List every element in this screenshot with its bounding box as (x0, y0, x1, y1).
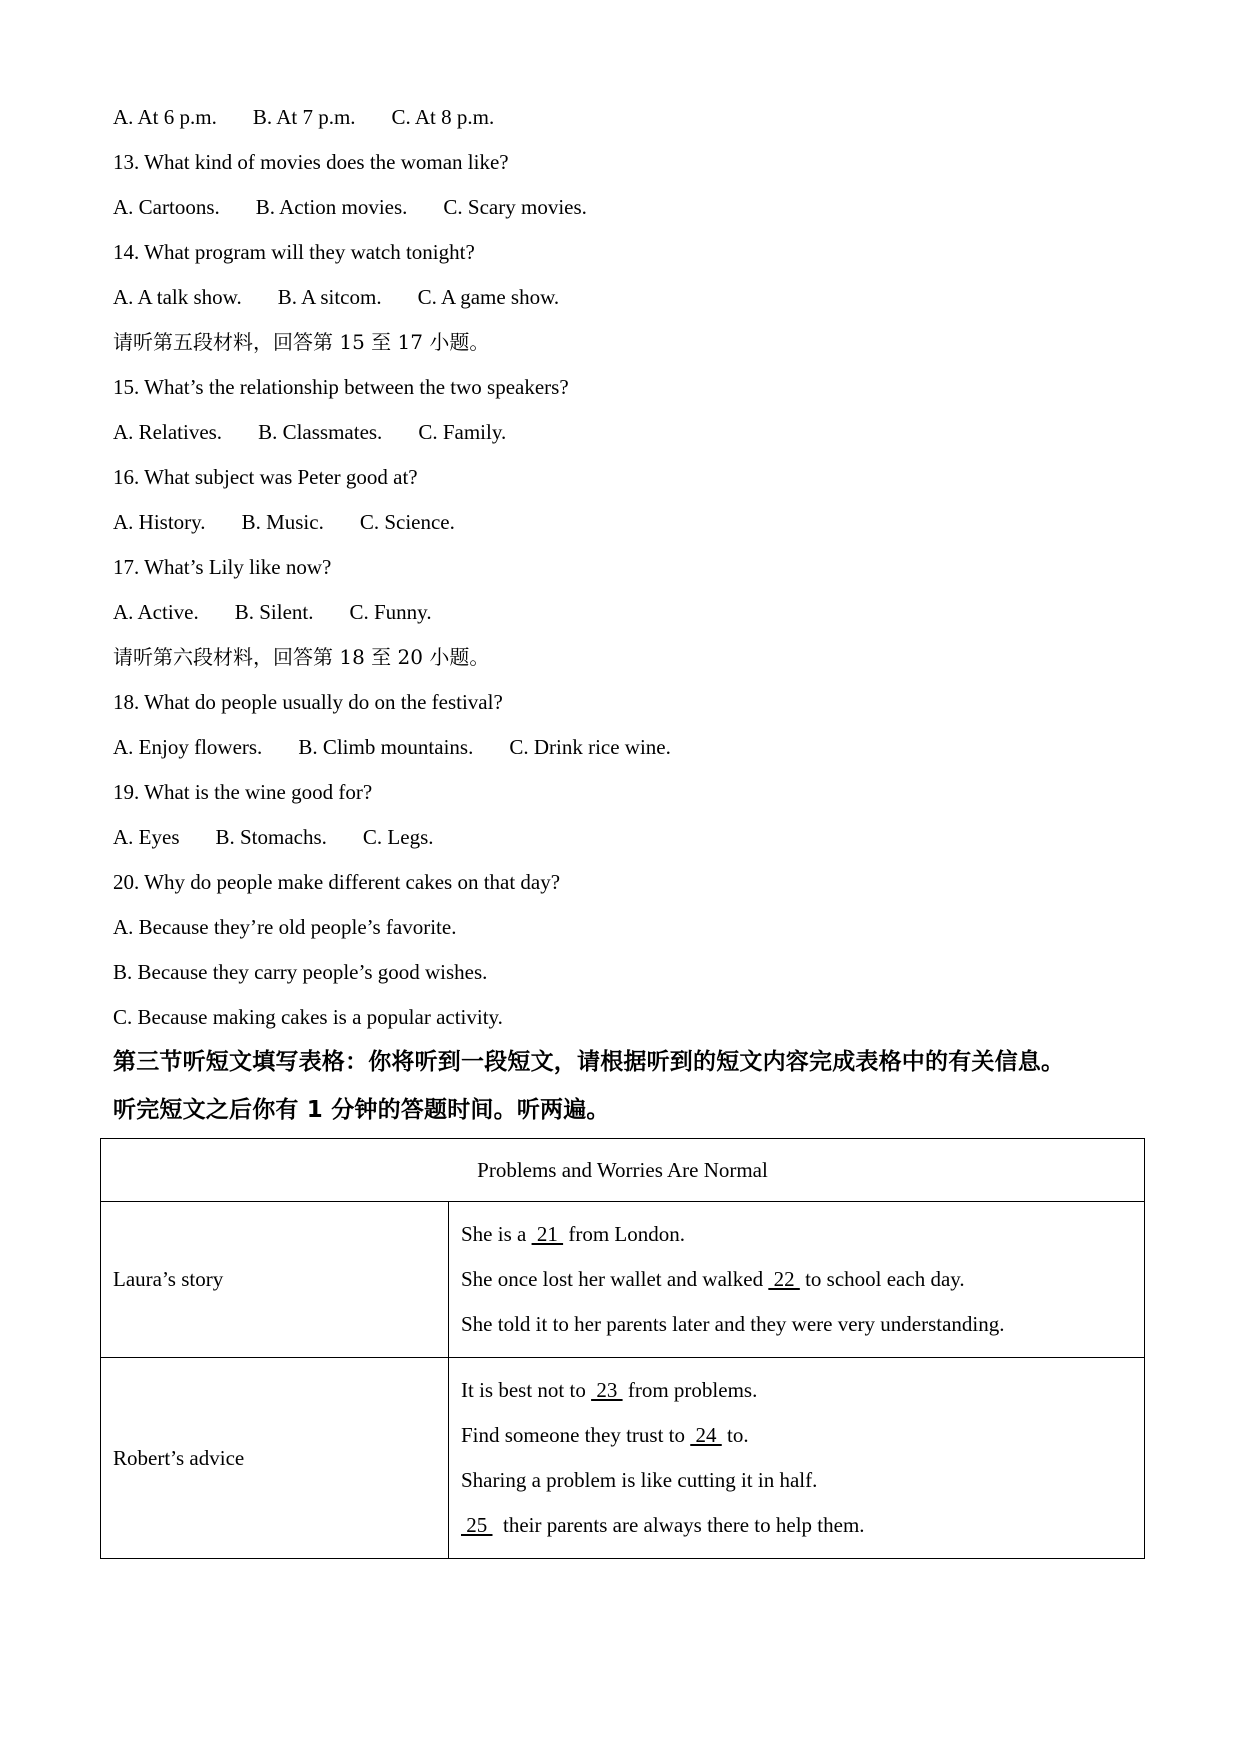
table-cell-line (461, 1257, 1132, 1302)
answer-option: A. History. (113, 510, 206, 534)
answer-option: A. At 6 p.m. (113, 105, 217, 129)
table-cell-line (461, 1368, 1132, 1413)
question-line: 19. What is the wine good for? (113, 780, 373, 804)
cell-text: Find someone they trust to (461, 1423, 691, 1447)
cell-text: their parents are always there to help them. (492, 1513, 865, 1537)
row-content-laura (449, 1202, 1145, 1358)
answer-blank: 22 (768, 1267, 800, 1291)
table-row-robert (101, 1358, 1145, 1559)
answer-option: C. At 8 p.m. (391, 105, 495, 129)
table-cell-line (461, 1458, 1132, 1503)
cell-text: to. (721, 1423, 749, 1447)
option-line (113, 725, 1133, 770)
question-line: C. Because making cakes is a popular activity. (113, 1005, 503, 1029)
cell-text: She told it to her parents later and they were very understanding. (461, 1312, 1005, 1336)
answer-option: A. Eyes (113, 825, 180, 849)
table-cell-line (461, 1302, 1132, 1347)
answer-option: B. Silent. (234, 600, 314, 624)
answer-option: C. Scary movies. (443, 195, 587, 219)
option-line (113, 500, 1133, 545)
cell-text: to school each day. (799, 1267, 965, 1291)
section-instruction: 请听第五段材料，回答第 15 至 17 小题。 (113, 330, 490, 354)
fill-in-table (100, 1138, 1145, 1559)
answer-option: A. Active. (113, 600, 199, 624)
cell-text: from London. (563, 1222, 685, 1246)
answer-blank: 25 (461, 1513, 493, 1537)
section3-heading (113, 1038, 1193, 1134)
answer-option: B. Climb mountains. (298, 735, 474, 759)
answer-option: C. Science. (359, 510, 455, 534)
answer-option: B. Classmates. (258, 420, 383, 444)
option-line (113, 815, 1133, 860)
answer-option: B. At 7 p.m. (252, 105, 356, 129)
question-line: B. Because they carry people’s good wishes. (113, 960, 488, 984)
answer-option: A. A talk show. (113, 285, 242, 309)
section-instruction: 请听第六段材料，回答第 18 至 20 小题。 (113, 645, 490, 669)
table-cell-line (461, 1212, 1132, 1257)
table-title: Problems and Worries Are Normal (101, 1139, 1145, 1202)
section3-heading-line1: 第三节听短文填写表格：你将听到一段短文，请根据听到的短文内容完成表格中的有关信息。 (113, 1049, 1065, 1075)
question-line: 20. Why do people make different cakes on that day? (113, 870, 561, 894)
table-cell-line (461, 1503, 1132, 1548)
row-content-robert (449, 1358, 1145, 1559)
question-line: 13. What kind of movies does the woman like? (113, 150, 509, 174)
answer-option: A. Cartoons. (113, 195, 220, 219)
answer-option: C. A game show. (417, 285, 560, 309)
cell-text: Sharing a problem is like cutting it in half. (461, 1468, 818, 1492)
option-line (113, 185, 1133, 230)
option-line (113, 275, 1133, 320)
table-cell-line (461, 1413, 1132, 1458)
option-line (113, 590, 1133, 635)
question-line: 14. What program will they watch tonight? (113, 240, 475, 264)
answer-option: C. Family. (418, 420, 507, 444)
cell-text: She is a (461, 1222, 532, 1246)
answer-option: B. Action movies. (255, 195, 408, 219)
cell-text: from problems. (622, 1378, 758, 1402)
answer-option: B. Stomachs. (215, 825, 327, 849)
answer-blank: 23 (591, 1378, 623, 1402)
answer-option: C. Funny. (349, 600, 432, 624)
option-line (113, 95, 1133, 140)
answer-option: C. Drink rice wine. (509, 735, 671, 759)
cell-text: She once lost her wallet and walked (461, 1267, 769, 1291)
question-line: 17. What’s Lily like now? (113, 555, 332, 579)
table-row-laura (101, 1202, 1145, 1358)
row-label-robert: Robert’s advice (101, 1358, 449, 1559)
answer-option: C. Legs. (362, 825, 434, 849)
answer-blank: 24 (690, 1423, 722, 1447)
option-line (113, 410, 1133, 455)
answer-blank: 21 (531, 1222, 564, 1246)
question-line: 16. What subject was Peter good at? (113, 465, 418, 489)
question-line: 15. What’s the relationship between the two speakers? (113, 375, 569, 399)
answer-option: A. Enjoy flowers. (113, 735, 263, 759)
listening-questions (113, 95, 1133, 1040)
table-title-row (101, 1139, 1145, 1202)
cell-text: It is best not to (461, 1378, 592, 1402)
question-line: A. Because they’re old people’s favorite. (113, 915, 457, 939)
answer-option: A. Relatives. (113, 420, 223, 444)
row-label-laura: Laura’s story (101, 1202, 449, 1358)
question-line: 18. What do people usually do on the festival? (113, 690, 503, 714)
answer-option: B. A sitcom. (277, 285, 382, 309)
answer-option: B. Music. (241, 510, 324, 534)
section3-heading-line2: 听完短文之后你有 1 分钟的答题时间。听两遍。 (113, 1097, 610, 1123)
